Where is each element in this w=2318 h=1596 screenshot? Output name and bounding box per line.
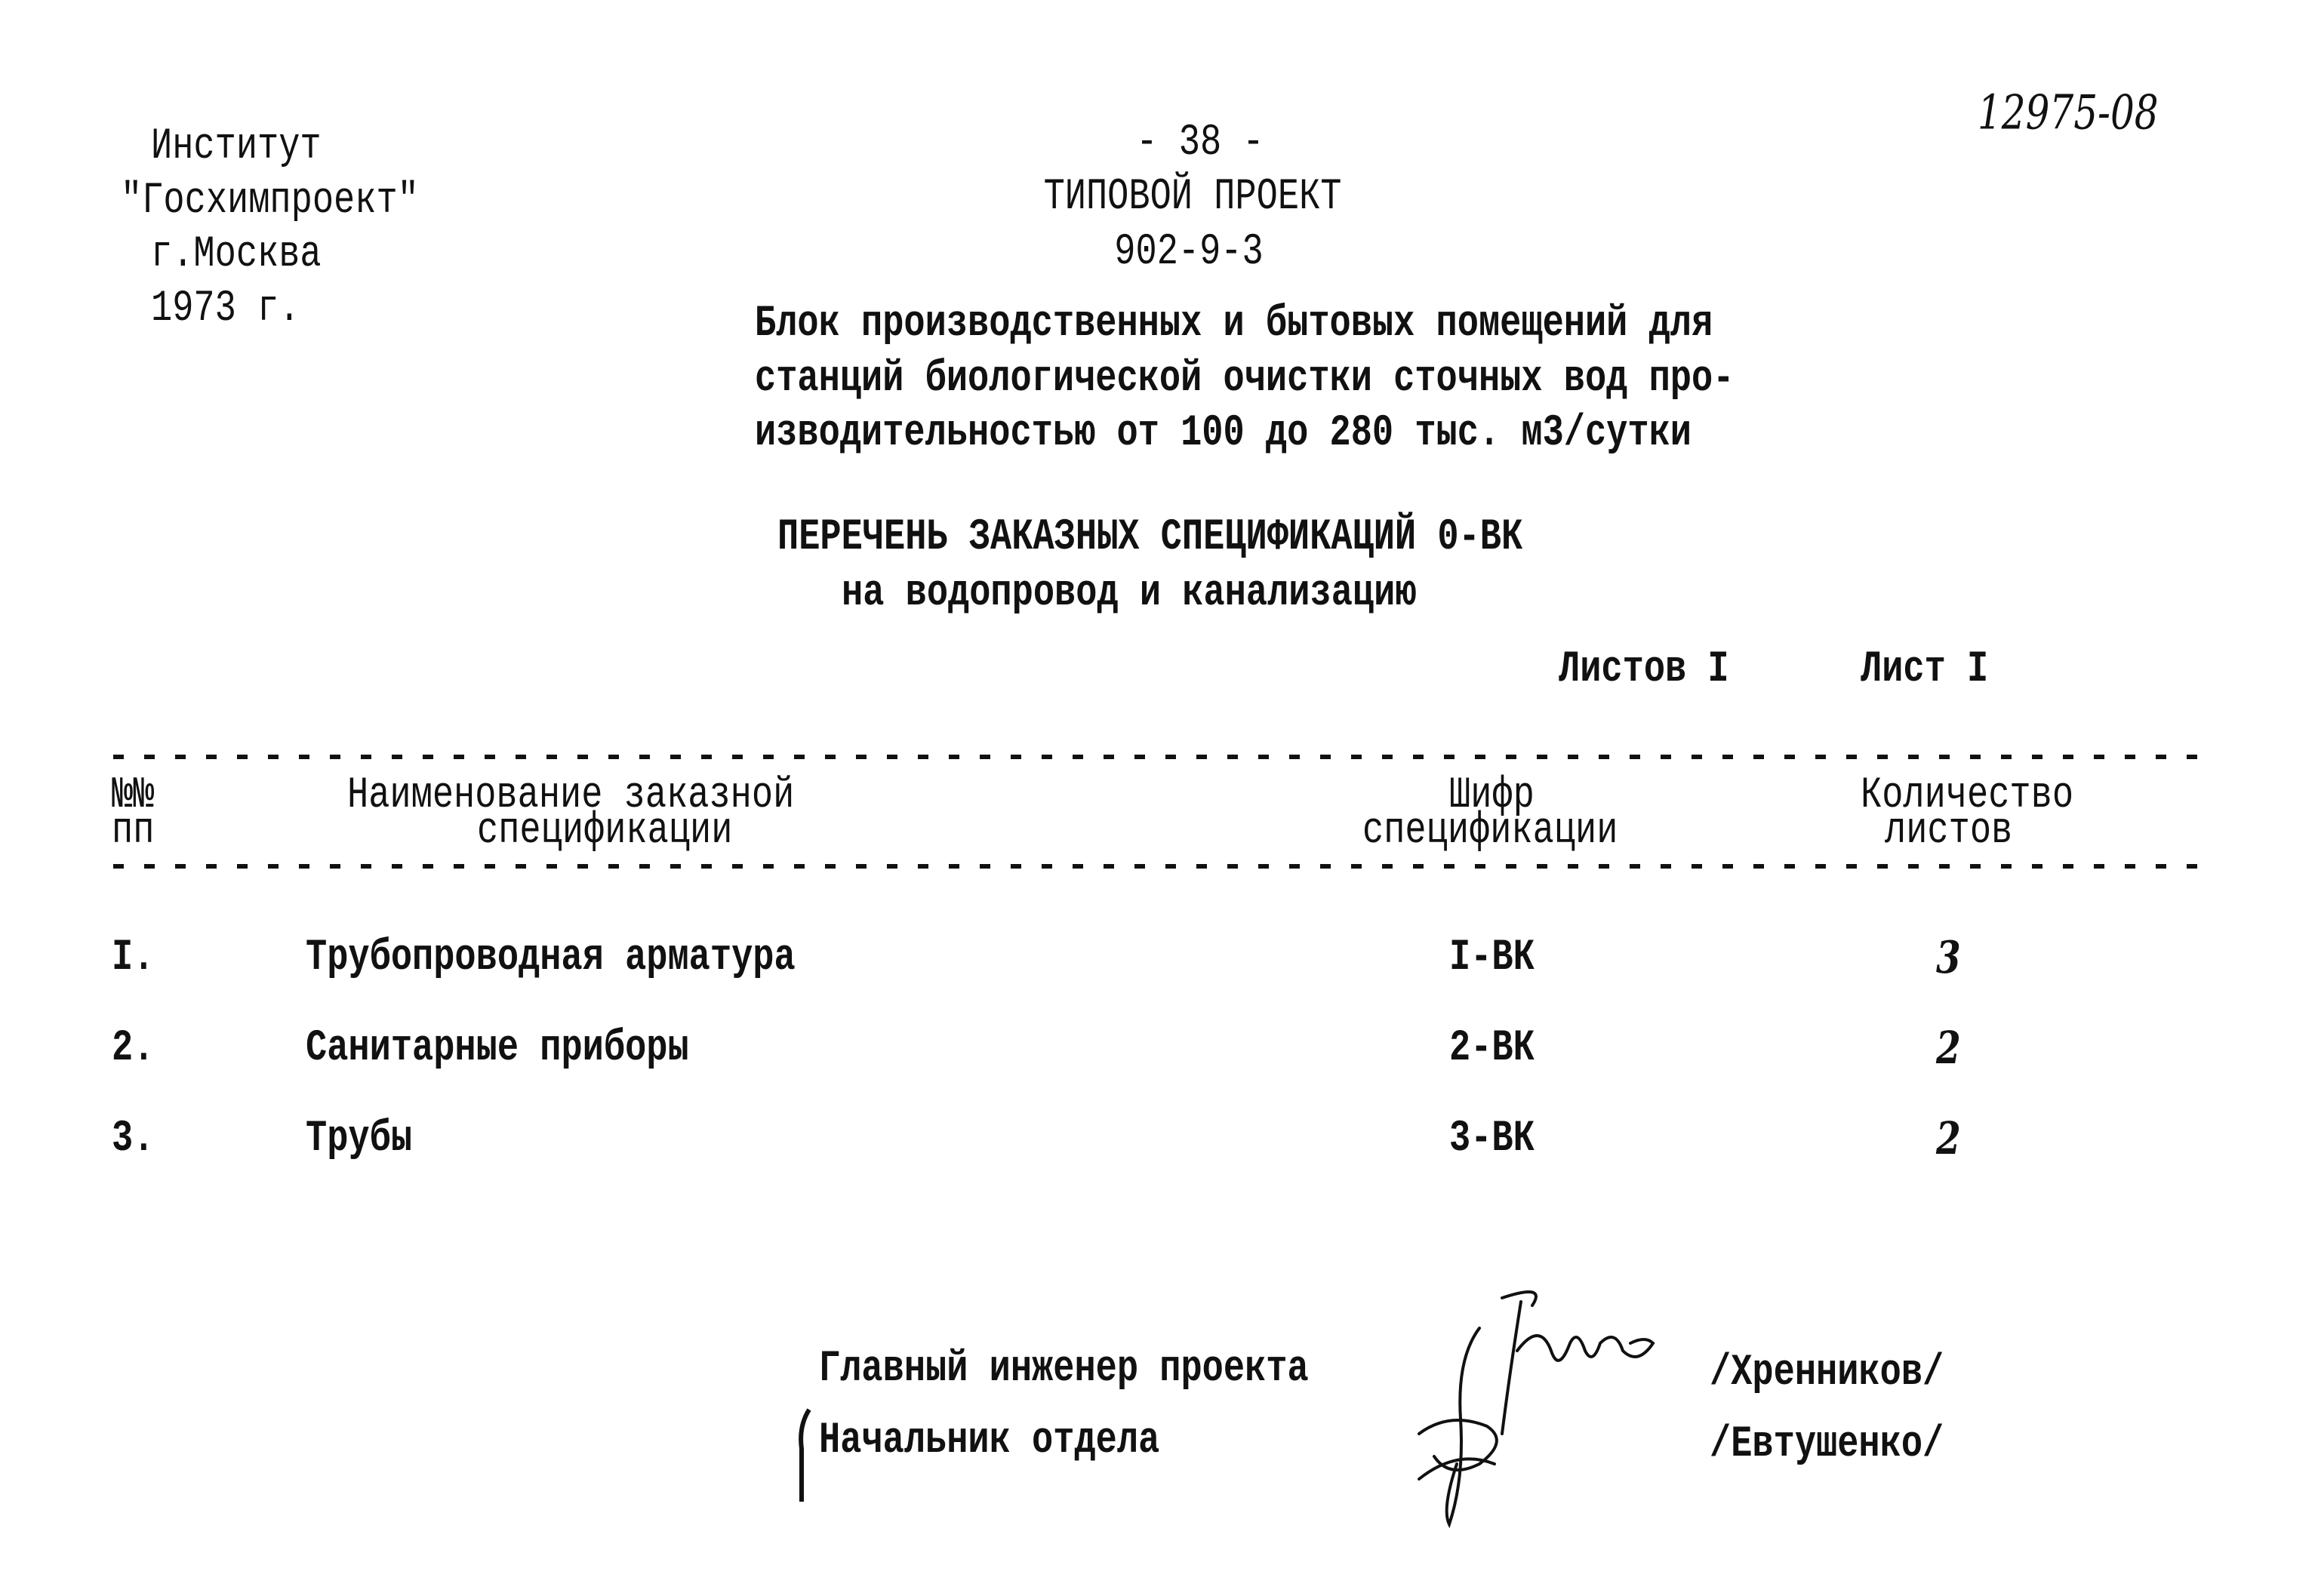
table-top-divider (113, 755, 2212, 759)
row-code: I-ВК (1449, 933, 1535, 983)
description-line: станций биологической очистки сточных вод про- (755, 354, 1735, 404)
signature-image (1389, 1283, 1676, 1539)
row-count: 2 (1936, 1113, 1961, 1165)
project-code: 902-9-3 (1114, 227, 1264, 278)
row-code: 2-ВК (1449, 1023, 1535, 1074)
department-head-label: Начальник отдела (819, 1416, 1160, 1466)
row-count: 3 (1936, 932, 1961, 984)
header-count: Количество (1861, 770, 2074, 821)
description-line: изводительностью от 100 до 280 тыс. м3/сутки (755, 408, 1692, 459)
table-header-divider (113, 864, 2212, 869)
header-code: Шифр (1449, 770, 1535, 821)
header-name: спецификации (477, 806, 733, 856)
row-code: 3-ВК (1449, 1114, 1535, 1164)
header-name: Наименование заказной (347, 770, 795, 821)
chief-engineer-label: Главный инженер проекта (819, 1344, 1309, 1395)
sheet-current: Лист I (1861, 644, 1989, 695)
row-name: Трубы (306, 1114, 413, 1164)
row-num: 2. (112, 1023, 155, 1074)
institute-line: Институт (151, 121, 322, 172)
row-name: Трубопроводная арматура (306, 933, 796, 983)
page-title: ПЕРЕЧЕНЬ ЗАКАЗНЫХ СПЕЦИФИКАЦИЙ 0-ВК (777, 512, 1523, 563)
page-number: - 38 - (1136, 118, 1264, 168)
row-count: 2 (1936, 1022, 1961, 1075)
row-name: Санитарные приборы (306, 1023, 689, 1074)
institute-line: 1973 г. (151, 284, 300, 334)
header-num: пп (112, 806, 155, 856)
row-num: 3. (112, 1114, 155, 1164)
project-type: ТИПОВОЙ ПРОЕКТ (1043, 172, 1342, 223)
sheets-total: Листов I (1559, 644, 1729, 695)
institute-line: "Госхимпроект" (121, 176, 419, 226)
inventory-number: 12975-08 (1978, 85, 2159, 140)
page-subtitle: на водопровод и канализацию (842, 568, 1417, 619)
description-line: Блок производственных и бытовых помещений для (755, 299, 1713, 349)
department-head-name: /Евтушенко/ (1710, 1419, 1944, 1470)
header-code: спецификации (1362, 806, 1618, 856)
header-num: №№ (112, 770, 155, 821)
row-num: I. (112, 933, 155, 983)
header-count: листов (1885, 806, 2013, 856)
institute-line: г.Москва (151, 229, 322, 280)
bracket-mark (793, 1404, 815, 1509)
chief-engineer-name: /Хренников/ (1710, 1348, 1944, 1398)
